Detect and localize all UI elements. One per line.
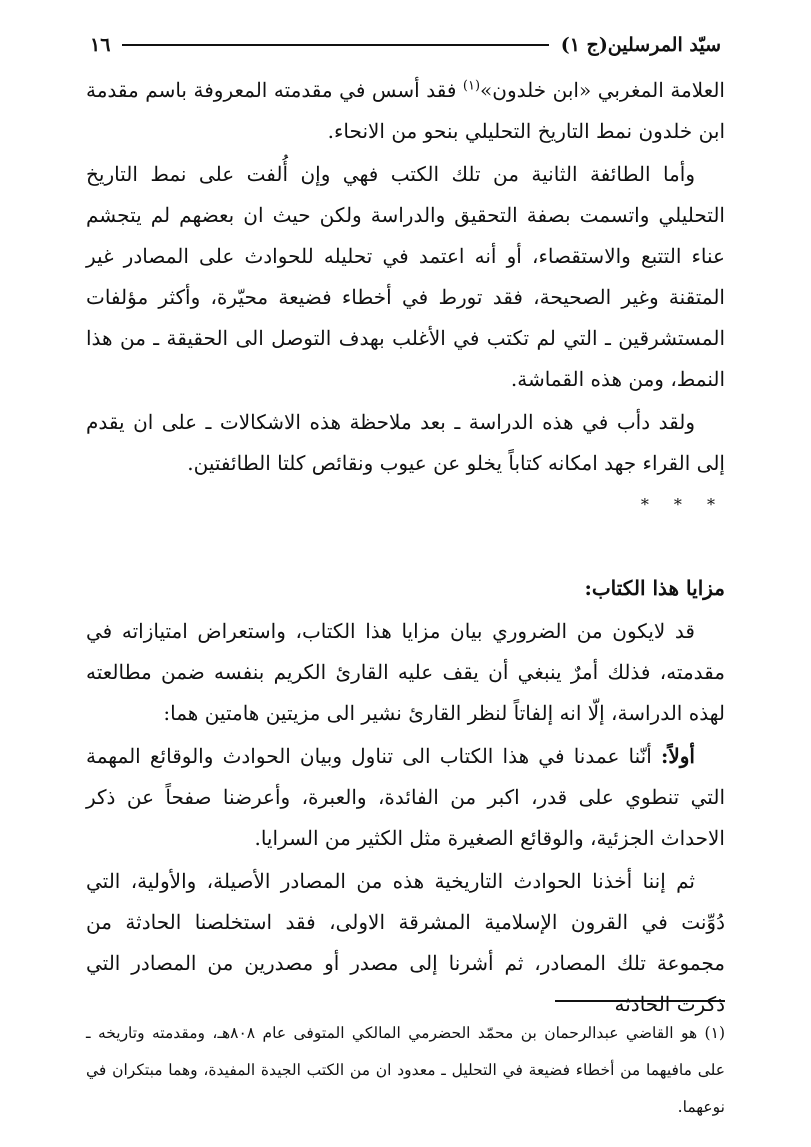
point-lead: أولاً:	[660, 744, 695, 768]
section-heading: مزايا هذا الكتاب:	[584, 576, 725, 600]
paragraph: ثم إننا أخذنا الحوادث التاريخية هذه من المصادر الأصيلة، والأولية، التي دُوِّنت في القرون الإسلامية المشرقة الاولى، فقد استخلصنا الحادثة من مجموعة تلك المصادر، ثم أشرنا إلى مصدر أو مصدرين من المصادر التي ذكرت الحادثة	[86, 869, 725, 1016]
paragraph-text: أنّنا عمدنا في هذا الكتاب الى تناول وبيان الحوادث والوقائع المهمة التي تنطوي على قدر، اكبر من الفائدة، والعبرة، وأعرضنا صفحاً عن ذكر الاحداث الجزئية، والوقائع الصغيرة مثل الكثير من السرايا.	[86, 744, 725, 850]
paragraph	[86, 70, 725, 152]
book-title: سيّد المرسلين(ج ١)	[560, 34, 721, 56]
main-text	[86, 70, 725, 1027]
paragraph-text: فقد أسس في مقدمته المعروفة باسم مقدمة ابن خلدون نمط التاريخ التحليلي بنحو من الانحاء.	[86, 78, 725, 143]
page-number: ١٦	[90, 34, 111, 56]
footnote: (١) هو القاضي عبدالرحمان بن محمّد الحضرمي المالكي المتوفى عام ٨٠٨هـ، ومقدمته وتاريخه ـ على مافيهما من أخطاء فضيعة في التحليل ـ معدود ان من الكتب الجيدة المفيدة، وهما مبتكران في نوعهما.	[86, 1024, 725, 1116]
paragraph: وأما الطائفة الثانية من تلك الكتب فهي وإن أُلفت على نمط التاريخ التحليلي واتسمت بصفة التحقيق والدراسة ولكن حيث ان بعضهم لم يتجشم عناء التتبع والاستقصاء، أو أنه اعتمد في تحليله للحوادث على المصادر غير المتقنة وغير الصحيحة، فقد تورط في أخطاء فضيعة محيّرة، وأكثر مؤلفات المستشرقين ـ التي لم تكتب في الأغلب بهدف التوصل الى الحقيقة ـ من هذا النمط، ومن هذه القماشة.	[86, 162, 725, 391]
paragraph: ولقد دأب في هذه الدراسة ـ بعد ملاحظة هذه الاشكالات ـ على ان يقدم إلى القراء جهد امكانه كتاباً يخلو عن عيوب ونقائص كلتا الطائفتين.	[86, 410, 725, 475]
paragraph	[86, 736, 725, 859]
footnotes	[86, 1015, 725, 1126]
running-header	[90, 28, 721, 62]
footnote-divider	[555, 1000, 725, 1002]
header-rule	[122, 44, 548, 46]
paragraph: قد لايكون من الضروري بيان مزايا هذا الكتاب، واستعراض امتيازاته في مقدمته، فذلك أمرٌ ينبغي أن يقف عليه القارئ الكريم بنفسه ضمن مطالعته لهذه الدراسة، إلّا انه إلفاتاً لنظر القارئ نشير الى مزيتين هامتين هما:	[86, 619, 725, 725]
section-separator: * * *	[640, 495, 725, 514]
footnote-reference: (١)	[462, 78, 481, 94]
paragraph-text: العلامة المغربي «ابن خلدون»	[480, 78, 725, 102]
